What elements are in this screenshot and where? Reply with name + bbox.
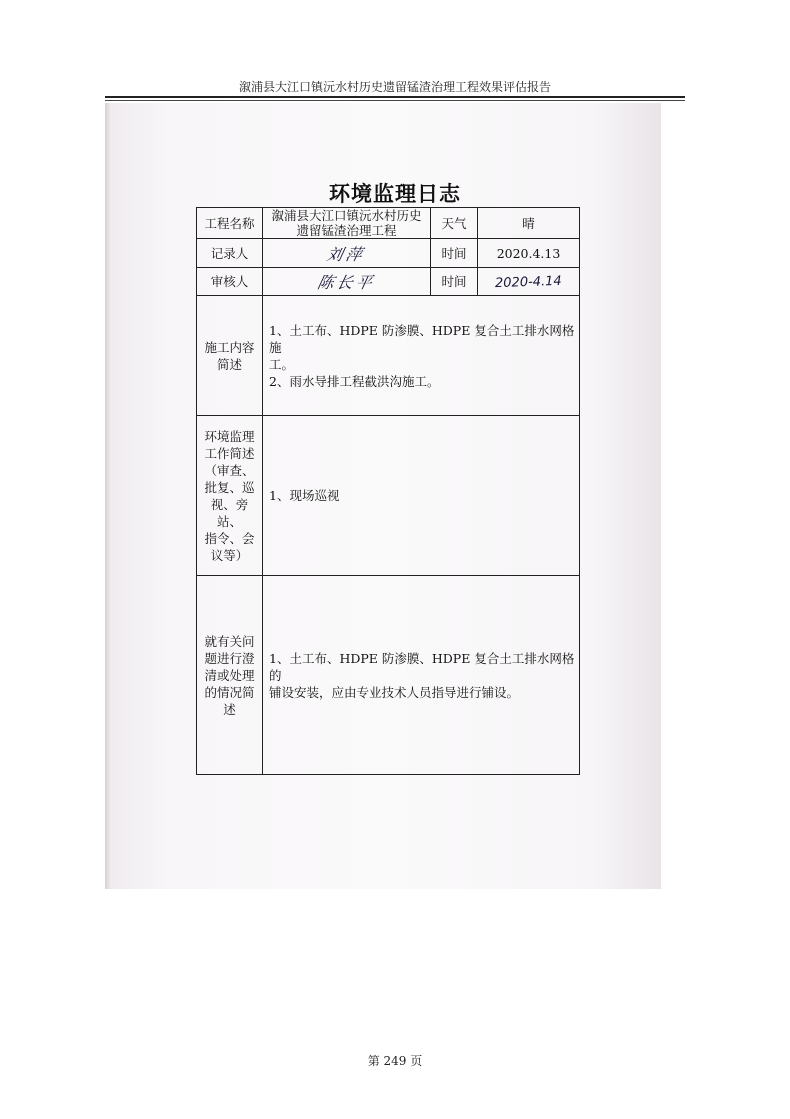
label-line: 简述 [216, 356, 242, 372]
clarification-content [263, 576, 580, 775]
label-line: 批复、巡 [204, 479, 255, 495]
project-name-value [263, 208, 431, 239]
table-row [197, 296, 580, 416]
clarification-label [197, 576, 263, 775]
record-time-value: 2020.4.13 [478, 239, 580, 268]
content-line: 铺设安装，应由专业技术人员指导进行铺设。 [269, 684, 520, 700]
content-line: 2、雨水导排工程截洪沟施工。 [269, 373, 440, 389]
project-name-line: 遗留锰渣治理工程 [296, 223, 397, 238]
project-name-line: 溆浦县大江口镇沅水村历史 [271, 208, 422, 223]
label-line: 清或处理 [204, 667, 255, 683]
label-line: 述 [223, 701, 236, 717]
table-row [197, 239, 580, 268]
label-line: （审查、 [204, 462, 255, 478]
supervision-content [263, 416, 580, 576]
report-header-title: 溆浦县大江口镇沅水村历史遗留锰渣治理工程效果评估报告 [238, 80, 551, 94]
reviewer-label: 审核人 [197, 268, 263, 296]
header-rule-thin [105, 100, 685, 101]
time-label: 时间 [431, 239, 478, 268]
label-line: 指令、会 [204, 530, 255, 546]
content-line: 1、现场巡视 [269, 488, 340, 503]
construction-label [197, 296, 263, 416]
review-time-value: 2020-4.14 [494, 273, 563, 291]
recorder-label: 记录人 [197, 239, 263, 268]
label-line: 环境监理 [204, 428, 255, 444]
table-row [197, 268, 580, 296]
table-row [197, 416, 580, 576]
supervision-log-table [196, 207, 580, 775]
project-name-label: 工程名称 [197, 208, 263, 239]
time-label: 时间 [431, 268, 478, 296]
table-row [197, 576, 580, 775]
construction-content [263, 296, 580, 416]
review-time-cell [478, 268, 580, 296]
reviewer-signature: 陈长平 [315, 273, 377, 292]
label-line: 议等） [210, 547, 249, 563]
content-line: 1、土工布、HDPE 防渗膜、HDPE 复合土工排水网格的 [269, 650, 575, 683]
weather-value: 晴 [478, 208, 580, 239]
log-title: 环境监理日志 [329, 182, 461, 206]
supervision-label [197, 416, 263, 576]
content-line: 1、土工布、HDPE 防渗膜、HDPE 复合土工排水网格施 [269, 322, 575, 355]
label-line: 的情况简 [204, 684, 255, 700]
table-row [197, 208, 580, 239]
header-rule [105, 96, 685, 98]
recorder-signature: 刘萍 [325, 244, 368, 264]
label-line: 施工内容 [204, 339, 255, 355]
label-line: 就有关问 [204, 633, 255, 649]
content-line: 工。 [269, 356, 295, 372]
label-line: 工作简述 [204, 445, 255, 461]
recorder-signature-cell [263, 239, 431, 268]
label-line: 题进行澄 [204, 650, 255, 666]
scan-edge-shadow [105, 103, 111, 889]
label-line: 视、旁站、 [210, 496, 249, 529]
page-number: 第 249 页 [367, 1054, 423, 1068]
reviewer-signature-cell [263, 268, 431, 296]
weather-label: 天气 [431, 208, 478, 239]
